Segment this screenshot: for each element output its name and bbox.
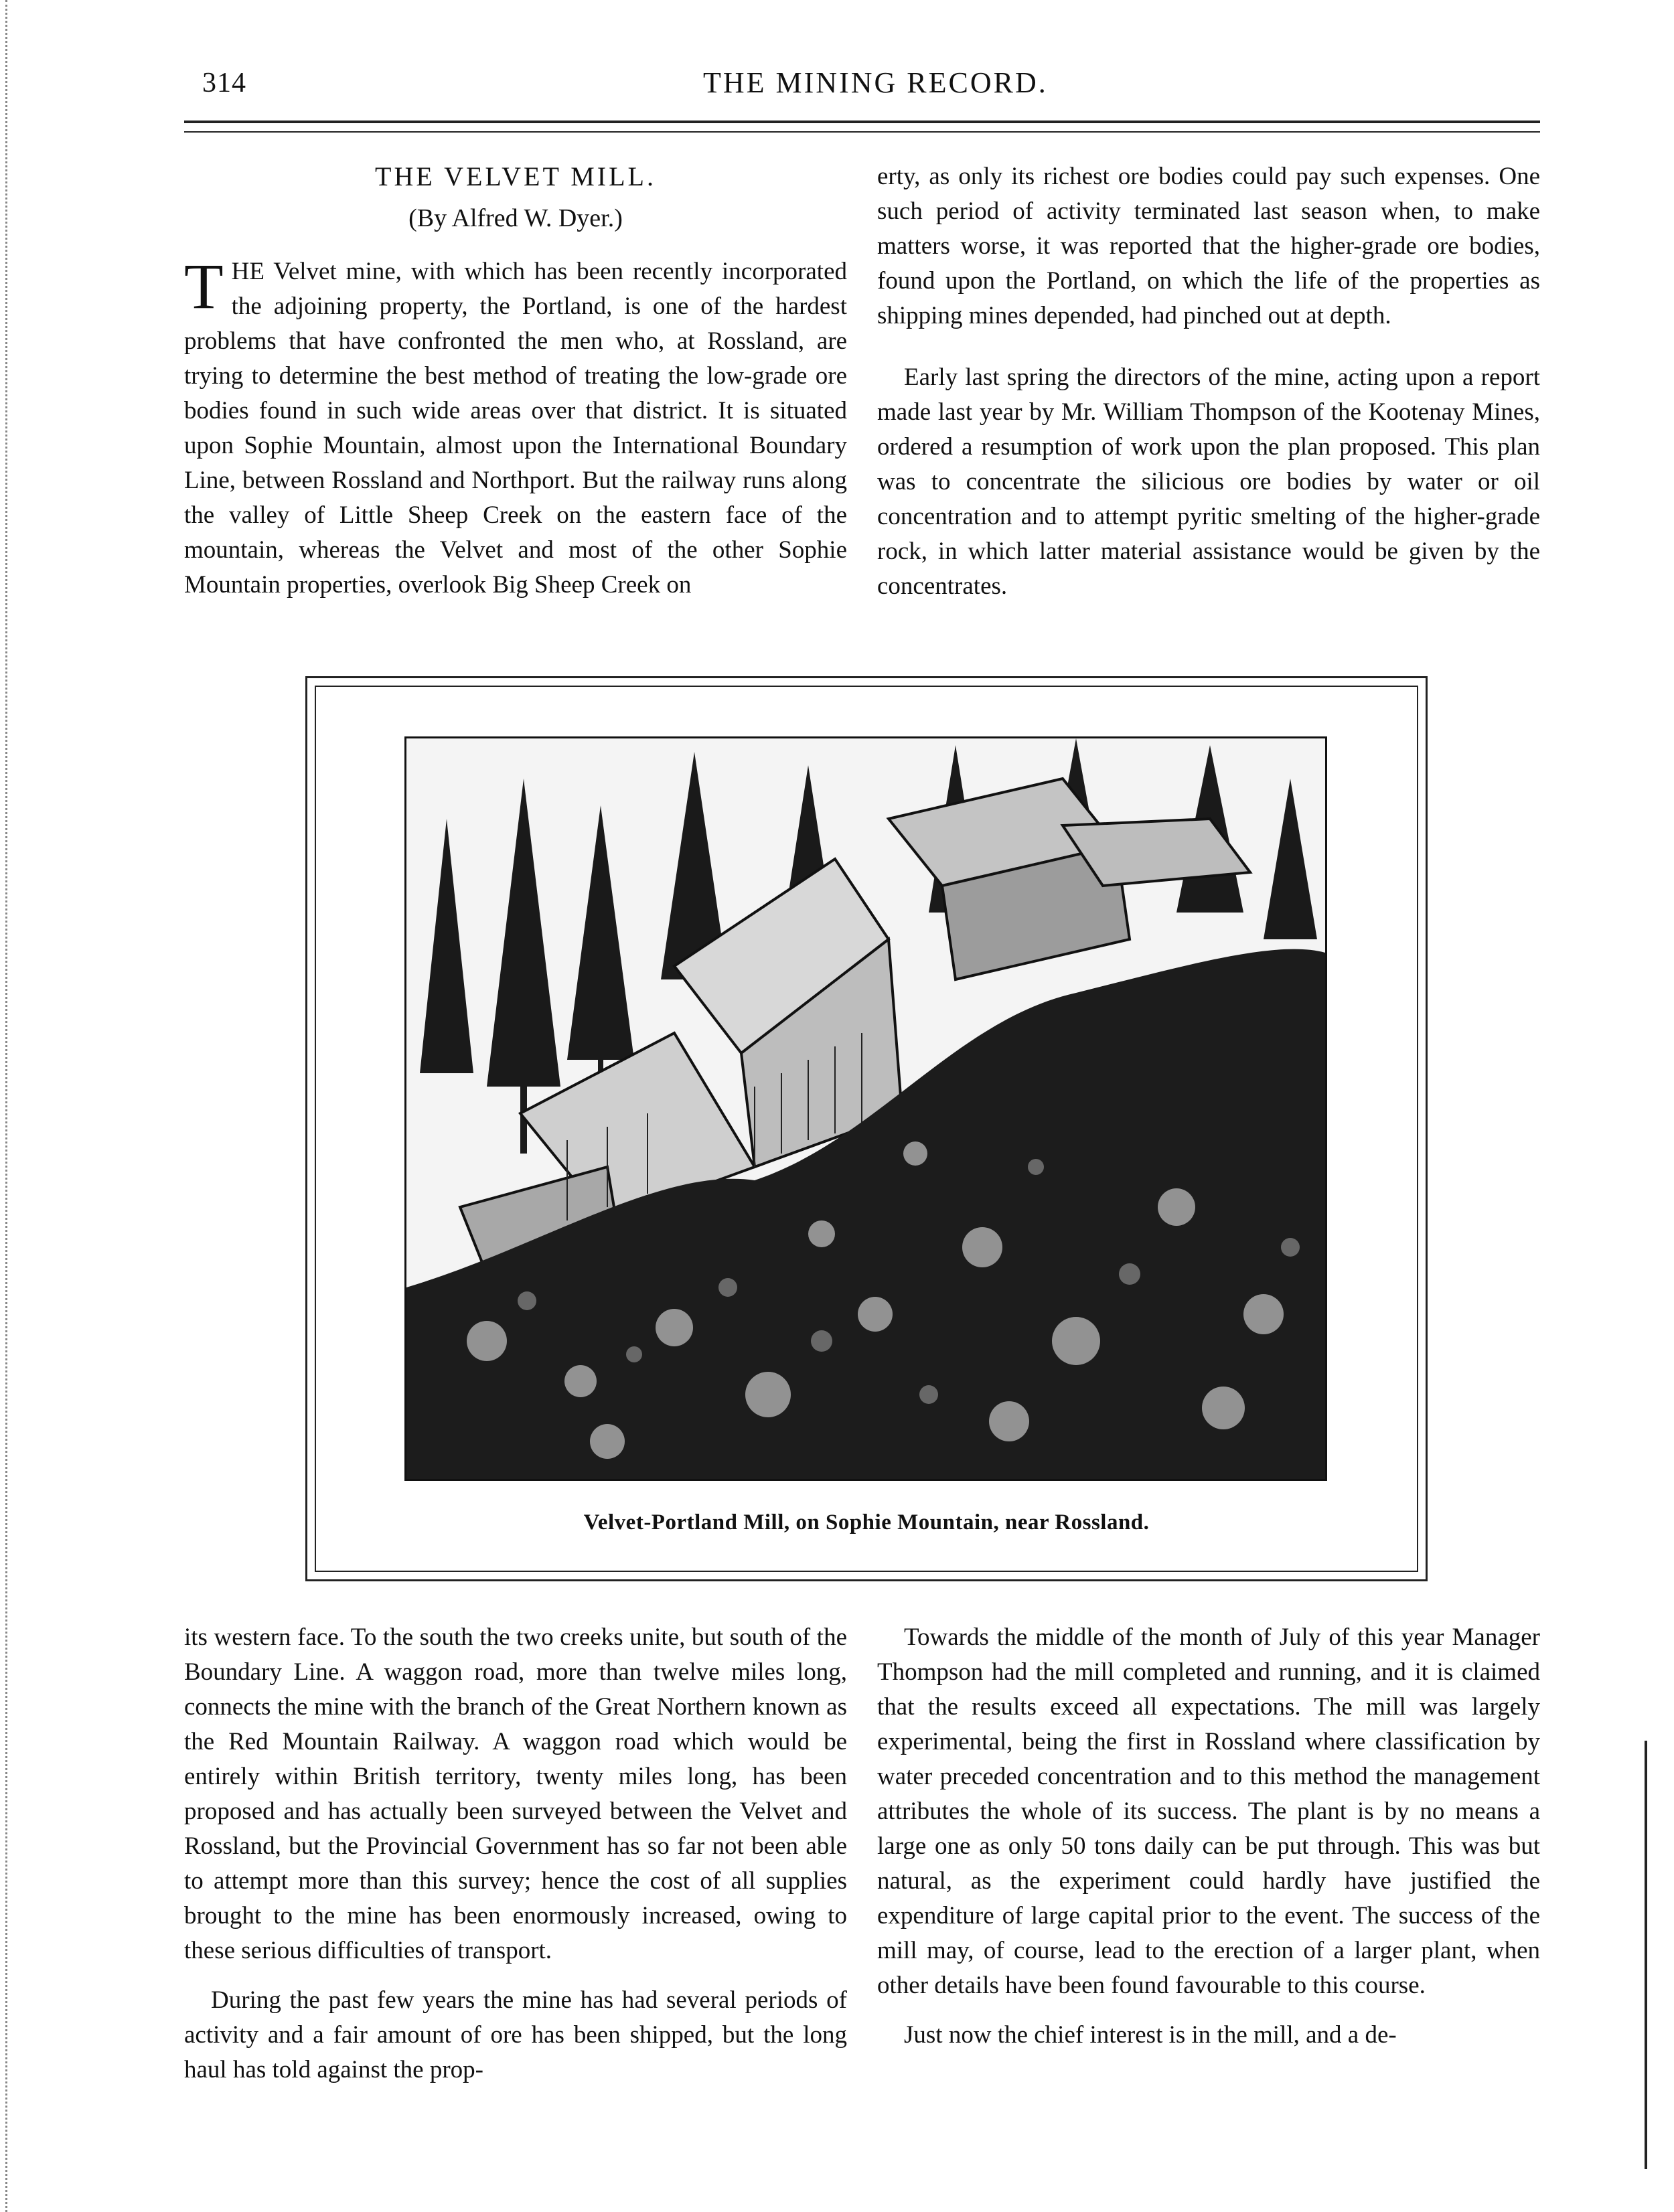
mill-photograph <box>404 736 1327 1481</box>
paragraph: Early last spring the directors of the mine, acting upon a report made last year by Mr. William Thompson of the Kootenay Mines, ordered a resumption of work upon the plan proposed. This plan was to concentrate the silicious ore bodies by water or oil concentration and to attempt pyritic smelting of the higher-grade rock, in which latter material assistance would be given by the concentrates. <box>877 364 1540 600</box>
article-title: THE VELVET MILL. <box>375 161 656 191</box>
paragraph-text: HE Velvet mine, with which has been recently incorporated the adjoining property, the Portland, is one of the hardest problems that have confronted the men who, at Rossland, are trying to determine the best method of treating the low-grade ore bodies found in such wide areas over that district. It is situated upon Sophie Mountain, almost upon the International Boundary Line, between Rossland and Northport. But the railway runs along the valley of Little Sheep Creek on the eastern face of the mountain, whereas the Velvet and most of the other Sophie Mountain properties, overlook Big Sheep Creek on <box>184 258 847 599</box>
scan-edge-mark <box>1645 1741 1647 2169</box>
header-rule-thin <box>184 131 1540 133</box>
article-byline: (By Alfred W. Dyer.) <box>408 204 623 232</box>
column-bottom-right <box>877 1620 1540 2169</box>
column-bottom-left <box>184 1620 847 2169</box>
scan-margin-line <box>5 0 9 2212</box>
paragraph <box>184 250 847 603</box>
running-head: THE MINING RECORD. <box>703 66 1048 99</box>
column-top-left <box>184 159 847 668</box>
figure-caption: Velvet-Portland Mill, on Sophie Mountain, near Rossland. <box>583 1510 1150 1534</box>
column-top-right <box>877 159 1540 668</box>
page-number: 314 <box>202 68 246 98</box>
paragraph: Towards the middle of the month of July of this year Manager Thompson had the mill completed and running, and it is claimed that the results exceed all expectations. The mill was largely experimental, being the first in Rossland where classification by water preceded concentration and to this method the management attributes the whole of its success. The plant is by no means a large one as only 50 tons daily can be put through. This was but natural, as the experiment could hardly have justified the expenditure of large capital prior to the event. The success of the mill may, of course, lead to the erection of a larger plant, when other details have been found favourable to this course. <box>877 1624 1540 1999</box>
paragraph: its western face. To the south the two creeks unite, but south of the Boundary Line. A waggon road, more than twelve miles long, connects the mine with the branch of the Great Northern known as the Red Mountain Railway. A waggon road which would be entirely within British territory, twenty miles long, has been proposed and has actually been surveyed between the Velvet and Rossland, but the Provincial Government has so far not been able to attempt more than this survey; hence the cost of all supplies brought to the mine has been enormously increased, owing to these serious difficulties of transport. <box>184 1624 847 1964</box>
paragraph: Just now the chief interest is in the mill, and a de- <box>904 2021 1397 2049</box>
paragraph: During the past few years the mine has had several periods of activity and a fair amount of ore has been shipped, but the long haul has told against the prop- <box>184 1986 847 2083</box>
drop-cap: T <box>184 250 224 322</box>
paragraph: erty, as only its richest ore bodies could pay such expenses. One such period of activity terminated last season when, to make matters worse, it was reported that the higher-grade ore bodies, found upon the Portland, on which the life of the properties as shipping mines depended, had pinched out at depth. <box>877 163 1540 329</box>
header-rule <box>184 121 1540 123</box>
